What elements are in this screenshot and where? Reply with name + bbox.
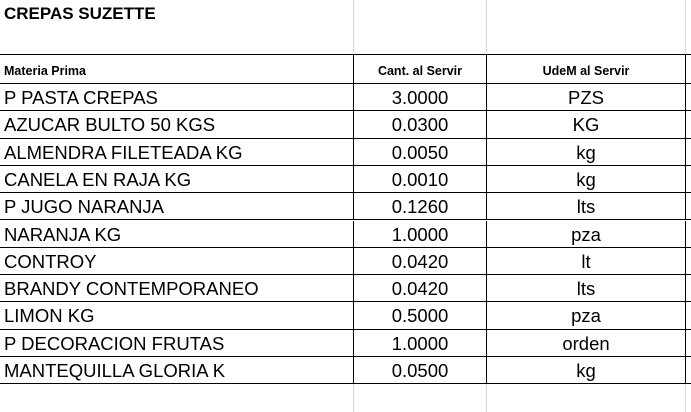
empty-cell[interactable] [0,384,354,412]
udem-cell[interactable]: lt [487,248,686,274]
table-row [0,357,691,384]
materia-prima-cell[interactable]: MANTEQUILLA GLORIA K [0,357,354,383]
empty-cell[interactable] [487,384,686,412]
table-row [0,166,691,193]
materia-prima-cell[interactable]: CANELA EN RAJA KG [0,166,354,192]
materia-prima-cell[interactable]: P JUGO NARANJA [0,193,354,219]
empty-cell[interactable] [487,27,686,54]
empty-cell[interactable] [354,384,487,412]
cantidad-cell[interactable]: 0.1260 [354,193,487,219]
recipe-title[interactable]: CREPAS SUZETTE [0,0,354,27]
cantidad-cell[interactable]: 0.0500 [354,357,487,383]
materia-prima-cell[interactable]: CONTROY [0,248,354,274]
udem-cell[interactable]: lts [487,193,686,219]
table-row [0,193,691,220]
udem-cell[interactable]: lts [487,275,686,301]
table-row [0,84,691,111]
materia-prima-cell[interactable]: P PASTA CREPAS [0,84,354,110]
blank-row [0,27,691,54]
empty-cell[interactable] [0,27,354,54]
table-row [0,275,691,302]
cantidad-cell[interactable]: 1.0000 [354,221,487,247]
header-row [0,54,691,84]
table-row [0,111,691,138]
materia-prima-cell[interactable]: AZUCAR BULTO 50 KGS [0,111,354,137]
materia-prima-cell[interactable]: ALMENDRA FILETEADA KG [0,139,354,165]
udem-cell[interactable]: kg [487,357,686,383]
empty-cell[interactable] [354,0,487,27]
materia-prima-cell[interactable]: LIMON KG [0,302,354,328]
udem-cell[interactable]: KG [487,111,686,137]
empty-cell[interactable] [354,27,487,54]
materia-prima-cell[interactable]: NARANJA KG [0,221,354,247]
udem-cell[interactable]: pza [487,302,686,328]
title-row [0,0,691,27]
cantidad-cell[interactable]: 0.5000 [354,302,487,328]
table-row [0,330,691,357]
cantidad-cell[interactable]: 0.0420 [354,248,487,274]
table-row [0,221,691,248]
cantidad-cell[interactable]: 3.0000 [354,84,487,110]
materia-prima-cell[interactable]: P DECORACION FRUTAS [0,330,354,356]
table-row [0,139,691,166]
udem-cell[interactable]: pza [487,221,686,247]
cantidad-cell[interactable]: 0.0300 [354,111,487,137]
cantidad-cell[interactable]: 0.0420 [354,275,487,301]
blank-row [0,384,691,412]
udem-cell[interactable]: kg [487,139,686,165]
cantidad-cell[interactable]: 1.0000 [354,330,487,356]
udem-cell[interactable]: PZS [487,84,686,110]
cantidad-cell[interactable]: 0.0010 [354,166,487,192]
table-row [0,302,691,329]
udem-cell[interactable]: orden [487,330,686,356]
table-row [0,248,691,275]
header-udem[interactable]: UdeM al Servir [487,55,686,83]
udem-cell[interactable]: kg [487,166,686,192]
empty-cell[interactable] [487,0,686,27]
materia-prima-cell[interactable]: BRANDY CONTEMPORANEO [0,275,354,301]
header-materia-prima[interactable]: Materia Prima [0,55,354,83]
header-cantidad[interactable]: Cant. al Servir [354,55,487,83]
cantidad-cell[interactable]: 0.0050 [354,139,487,165]
